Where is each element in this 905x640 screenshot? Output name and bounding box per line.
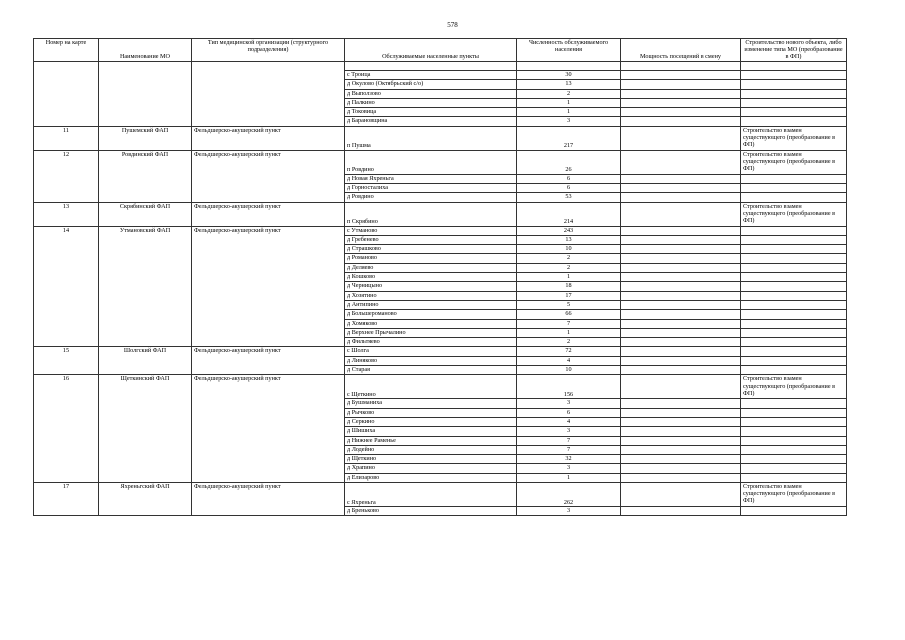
capacity-cell bbox=[621, 464, 741, 473]
construction-cell bbox=[741, 108, 847, 117]
construction-cell bbox=[741, 282, 847, 291]
construction-cell bbox=[741, 445, 847, 454]
population-cell: 2 bbox=[517, 89, 621, 98]
construction-cell bbox=[741, 473, 847, 482]
capacity-cell bbox=[621, 356, 741, 365]
settlement-cell: д Ровдино bbox=[345, 193, 517, 202]
construction-cell bbox=[741, 273, 847, 282]
construction-cell bbox=[741, 183, 847, 192]
population-cell: 1 bbox=[517, 108, 621, 117]
population-cell: 4 bbox=[517, 417, 621, 426]
capacity-cell bbox=[621, 483, 741, 507]
construction-cell: Строительство взамен существующего (преобразование в ФП) bbox=[741, 126, 847, 150]
population-cell: 53 bbox=[517, 193, 621, 202]
construction-cell bbox=[741, 319, 847, 328]
table-row bbox=[34, 226, 847, 235]
settlement-cell: п Скрябино bbox=[345, 202, 517, 226]
construction-cell bbox=[741, 427, 847, 436]
org-type-cell: Фельдшерско-акушерский пункт bbox=[192, 483, 345, 516]
capacity-cell bbox=[621, 427, 741, 436]
construction-cell bbox=[741, 263, 847, 272]
capacity-cell bbox=[621, 61, 741, 70]
settlement-cell: д Выползово bbox=[345, 89, 517, 98]
header-mo-name: Наименование МО bbox=[99, 39, 192, 62]
settlement-cell: д Большероманово bbox=[345, 310, 517, 319]
capacity-cell bbox=[621, 291, 741, 300]
population-cell: 156 bbox=[517, 375, 621, 399]
construction-cell bbox=[741, 310, 847, 319]
header-settlements: Обслуживаемые населенные пункты bbox=[345, 39, 517, 62]
settlement-cell: д Хомяково bbox=[345, 319, 517, 328]
capacity-cell bbox=[621, 310, 741, 319]
capacity-cell bbox=[621, 338, 741, 347]
population-cell: 10 bbox=[517, 245, 621, 254]
page-number: 578 bbox=[447, 21, 458, 29]
mo-name-cell: Шолгский ФАП bbox=[99, 347, 192, 375]
settlement-cell: д Бреньково bbox=[345, 507, 517, 516]
settlement-cell: д Хозятино bbox=[345, 291, 517, 300]
construction-cell bbox=[741, 417, 847, 426]
construction-cell bbox=[741, 235, 847, 244]
table-row bbox=[34, 483, 847, 507]
construction-cell bbox=[741, 98, 847, 107]
capacity-cell bbox=[621, 445, 741, 454]
settlement-cell: д Елизарово bbox=[345, 473, 517, 482]
settlement-cell: д Рычково bbox=[345, 408, 517, 417]
population-cell: 6 bbox=[517, 408, 621, 417]
capacity-cell bbox=[621, 455, 741, 464]
mo-name-cell bbox=[99, 61, 192, 126]
settlement-cell: д Линяково bbox=[345, 356, 517, 365]
population-cell: 72 bbox=[517, 347, 621, 356]
header-construction: Строительство нового объекта, либо изменение типа МО (преобразование в ФП) bbox=[741, 39, 847, 62]
map-number-cell: 14 bbox=[34, 226, 99, 347]
settlement-cell: п Пушма bbox=[345, 126, 517, 150]
population-cell bbox=[517, 61, 621, 70]
population-cell: 217 bbox=[517, 126, 621, 150]
capacity-cell bbox=[621, 366, 741, 375]
capacity-cell bbox=[621, 89, 741, 98]
settlement-cell: д Серкино bbox=[345, 417, 517, 426]
capacity-cell bbox=[621, 273, 741, 282]
settlement-cell: д Храпино bbox=[345, 464, 517, 473]
population-cell: 2 bbox=[517, 338, 621, 347]
table-row bbox=[34, 375, 847, 399]
header-capacity: Мощность посещений в смену bbox=[621, 39, 741, 62]
mo-name-cell: Ровдинский ФАП bbox=[99, 150, 192, 202]
table-row bbox=[34, 61, 847, 70]
capacity-cell bbox=[621, 193, 741, 202]
table-row bbox=[34, 202, 847, 226]
construction-cell bbox=[741, 291, 847, 300]
population-cell: 6 bbox=[517, 183, 621, 192]
capacity-cell bbox=[621, 226, 741, 235]
settlement-cell: д Горносталиха bbox=[345, 183, 517, 192]
construction-cell bbox=[741, 89, 847, 98]
population-cell: 66 bbox=[517, 310, 621, 319]
map-number-cell: 15 bbox=[34, 347, 99, 375]
settlement-cell bbox=[345, 61, 517, 70]
construction-cell bbox=[741, 245, 847, 254]
capacity-cell bbox=[621, 347, 741, 356]
settlement-cell: д Новая Яхреньга bbox=[345, 174, 517, 183]
construction-cell bbox=[741, 70, 847, 79]
capacity-cell bbox=[621, 80, 741, 89]
mo-name-cell: Утмановский ФАП bbox=[99, 226, 192, 347]
population-cell: 26 bbox=[517, 150, 621, 174]
population-cell: 214 bbox=[517, 202, 621, 226]
capacity-cell bbox=[621, 375, 741, 399]
capacity-cell bbox=[621, 507, 741, 516]
population-cell: 1 bbox=[517, 273, 621, 282]
population-cell: 3 bbox=[517, 399, 621, 408]
construction-cell bbox=[741, 347, 847, 356]
settlement-cell: д Верхнее Прычалино bbox=[345, 328, 517, 337]
settlement-cell: с Утманово bbox=[345, 226, 517, 235]
construction-cell bbox=[741, 117, 847, 126]
construction-cell bbox=[741, 300, 847, 309]
construction-cell bbox=[741, 193, 847, 202]
construction-cell bbox=[741, 408, 847, 417]
table-row bbox=[34, 150, 847, 174]
construction-cell: Строительство взамен существующего (преобразование в ФП) bbox=[741, 202, 847, 226]
population-cell: 18 bbox=[517, 282, 621, 291]
population-cell: 2 bbox=[517, 263, 621, 272]
map-number-cell: 11 bbox=[34, 126, 99, 150]
construction-cell bbox=[741, 455, 847, 464]
org-type-cell: Фельдшерско-акушерский пункт bbox=[192, 347, 345, 375]
capacity-cell bbox=[621, 436, 741, 445]
construction-cell bbox=[741, 356, 847, 365]
population-cell: 32 bbox=[517, 455, 621, 464]
settlement-cell: д Бушманиха bbox=[345, 399, 517, 408]
construction-cell bbox=[741, 174, 847, 183]
construction-cell bbox=[741, 328, 847, 337]
construction-cell bbox=[741, 61, 847, 70]
population-cell: 4 bbox=[517, 356, 621, 365]
capacity-cell bbox=[621, 328, 741, 337]
capacity-cell bbox=[621, 126, 741, 150]
construction-cell bbox=[741, 436, 847, 445]
map-number-cell: 16 bbox=[34, 375, 99, 483]
capacity-cell bbox=[621, 183, 741, 192]
construction-cell bbox=[741, 226, 847, 235]
capacity-cell bbox=[621, 263, 741, 272]
construction-cell: Строительство взамен существующего (преобразование в ФП) bbox=[741, 483, 847, 507]
settlement-cell: д Старая bbox=[345, 366, 517, 375]
population-cell: 1 bbox=[517, 98, 621, 107]
construction-cell bbox=[741, 338, 847, 347]
capacity-cell bbox=[621, 150, 741, 174]
settlement-cell: д Деляево bbox=[345, 263, 517, 272]
mo-name-cell: Щеткинский ФАП bbox=[99, 375, 192, 483]
settlement-cell: с Троица bbox=[345, 70, 517, 79]
settlement-cell: д Романово bbox=[345, 254, 517, 263]
settlement-cell: д Палкино bbox=[345, 98, 517, 107]
mo-name-cell: Пушемский ФАП bbox=[99, 126, 192, 150]
population-cell: 3 bbox=[517, 464, 621, 473]
map-number-cell: 17 bbox=[34, 483, 99, 516]
settlement-cell: с Щеткино bbox=[345, 375, 517, 399]
construction-cell bbox=[741, 254, 847, 263]
org-type-cell: Фельдшерско-акушерский пункт bbox=[192, 150, 345, 202]
settlement-cell: д Кошково bbox=[345, 273, 517, 282]
population-cell: 7 bbox=[517, 319, 621, 328]
settlement-cell: д Щеткино bbox=[345, 455, 517, 464]
capacity-cell bbox=[621, 70, 741, 79]
org-type-cell: Фельдшерско-акушерский пункт bbox=[192, 126, 345, 150]
settlement-cell: д Черницыно bbox=[345, 282, 517, 291]
table-body bbox=[34, 61, 847, 516]
capacity-cell bbox=[621, 174, 741, 183]
population-cell: 2 bbox=[517, 254, 621, 263]
construction-cell bbox=[741, 507, 847, 516]
population-cell: 30 bbox=[517, 70, 621, 79]
table-row bbox=[34, 126, 847, 150]
capacity-cell bbox=[621, 399, 741, 408]
org-type-cell: Фельдшерско-акушерский пункт bbox=[192, 226, 345, 347]
settlement-cell: д Токовица bbox=[345, 108, 517, 117]
header-map-number: Номер на карте bbox=[34, 39, 99, 62]
capacity-cell bbox=[621, 319, 741, 328]
population-cell: 3 bbox=[517, 117, 621, 126]
population-cell: 13 bbox=[517, 235, 621, 244]
construction-cell bbox=[741, 366, 847, 375]
settlement-cell: д Нижнее Раменье bbox=[345, 436, 517, 445]
population-cell: 1 bbox=[517, 328, 621, 337]
capacity-cell bbox=[621, 282, 741, 291]
map-number-cell: 12 bbox=[34, 150, 99, 202]
org-type-cell bbox=[192, 61, 345, 126]
population-cell: 262 bbox=[517, 483, 621, 507]
header-org-type: Тип медицинской организации (структурного подразделения) bbox=[192, 39, 345, 62]
capacity-cell bbox=[621, 108, 741, 117]
map-number-cell: 13 bbox=[34, 202, 99, 226]
settlement-cell: д Фильтяево bbox=[345, 338, 517, 347]
capacity-cell bbox=[621, 202, 741, 226]
population-cell: 3 bbox=[517, 427, 621, 436]
settlement-cell: д Барановщина bbox=[345, 117, 517, 126]
capacity-cell bbox=[621, 245, 741, 254]
capacity-cell bbox=[621, 117, 741, 126]
population-cell: 3 bbox=[517, 507, 621, 516]
settlement-cell: д Антипино bbox=[345, 300, 517, 309]
population-cell: 13 bbox=[517, 80, 621, 89]
capacity-cell bbox=[621, 417, 741, 426]
settlement-cell: д Лодейно bbox=[345, 445, 517, 454]
population-cell: 243 bbox=[517, 226, 621, 235]
mo-name-cell: Скрябинский ФАП bbox=[99, 202, 192, 226]
construction-cell bbox=[741, 80, 847, 89]
facilities-table bbox=[33, 38, 847, 516]
header-population: Численность обслуживаемого населения bbox=[517, 39, 621, 62]
capacity-cell bbox=[621, 254, 741, 263]
table-row bbox=[34, 347, 847, 356]
population-cell: 17 bbox=[517, 291, 621, 300]
settlement-cell: д Шишиха bbox=[345, 427, 517, 436]
population-cell: 1 bbox=[517, 473, 621, 482]
construction-cell: Строительство взамен существующего (преобразование в ФП) bbox=[741, 375, 847, 399]
settlement-cell: д Страшково bbox=[345, 245, 517, 254]
population-cell: 5 bbox=[517, 300, 621, 309]
mo-name-cell: Яхреньгский ФАП bbox=[99, 483, 192, 516]
population-cell: 6 bbox=[517, 174, 621, 183]
settlement-cell: д Гребенево bbox=[345, 235, 517, 244]
construction-cell: Строительство взамен существующего (преобразование в ФП) bbox=[741, 150, 847, 174]
settlement-cell: с Яхреньга bbox=[345, 483, 517, 507]
settlement-cell: п Ровдино bbox=[345, 150, 517, 174]
capacity-cell bbox=[621, 300, 741, 309]
capacity-cell bbox=[621, 98, 741, 107]
org-type-cell: Фельдшерско-акушерский пункт bbox=[192, 375, 345, 483]
map-number-cell bbox=[34, 61, 99, 126]
construction-cell bbox=[741, 399, 847, 408]
construction-cell bbox=[741, 464, 847, 473]
population-cell: 7 bbox=[517, 436, 621, 445]
settlement-cell: с Шолга bbox=[345, 347, 517, 356]
capacity-cell bbox=[621, 473, 741, 482]
org-type-cell: Фельдшерско-акушерский пункт bbox=[192, 202, 345, 226]
population-cell: 7 bbox=[517, 445, 621, 454]
capacity-cell bbox=[621, 408, 741, 417]
table-header-row bbox=[34, 39, 847, 62]
settlement-cell: д Окулово (Октябрьский с/о) bbox=[345, 80, 517, 89]
capacity-cell bbox=[621, 235, 741, 244]
population-cell: 10 bbox=[517, 366, 621, 375]
